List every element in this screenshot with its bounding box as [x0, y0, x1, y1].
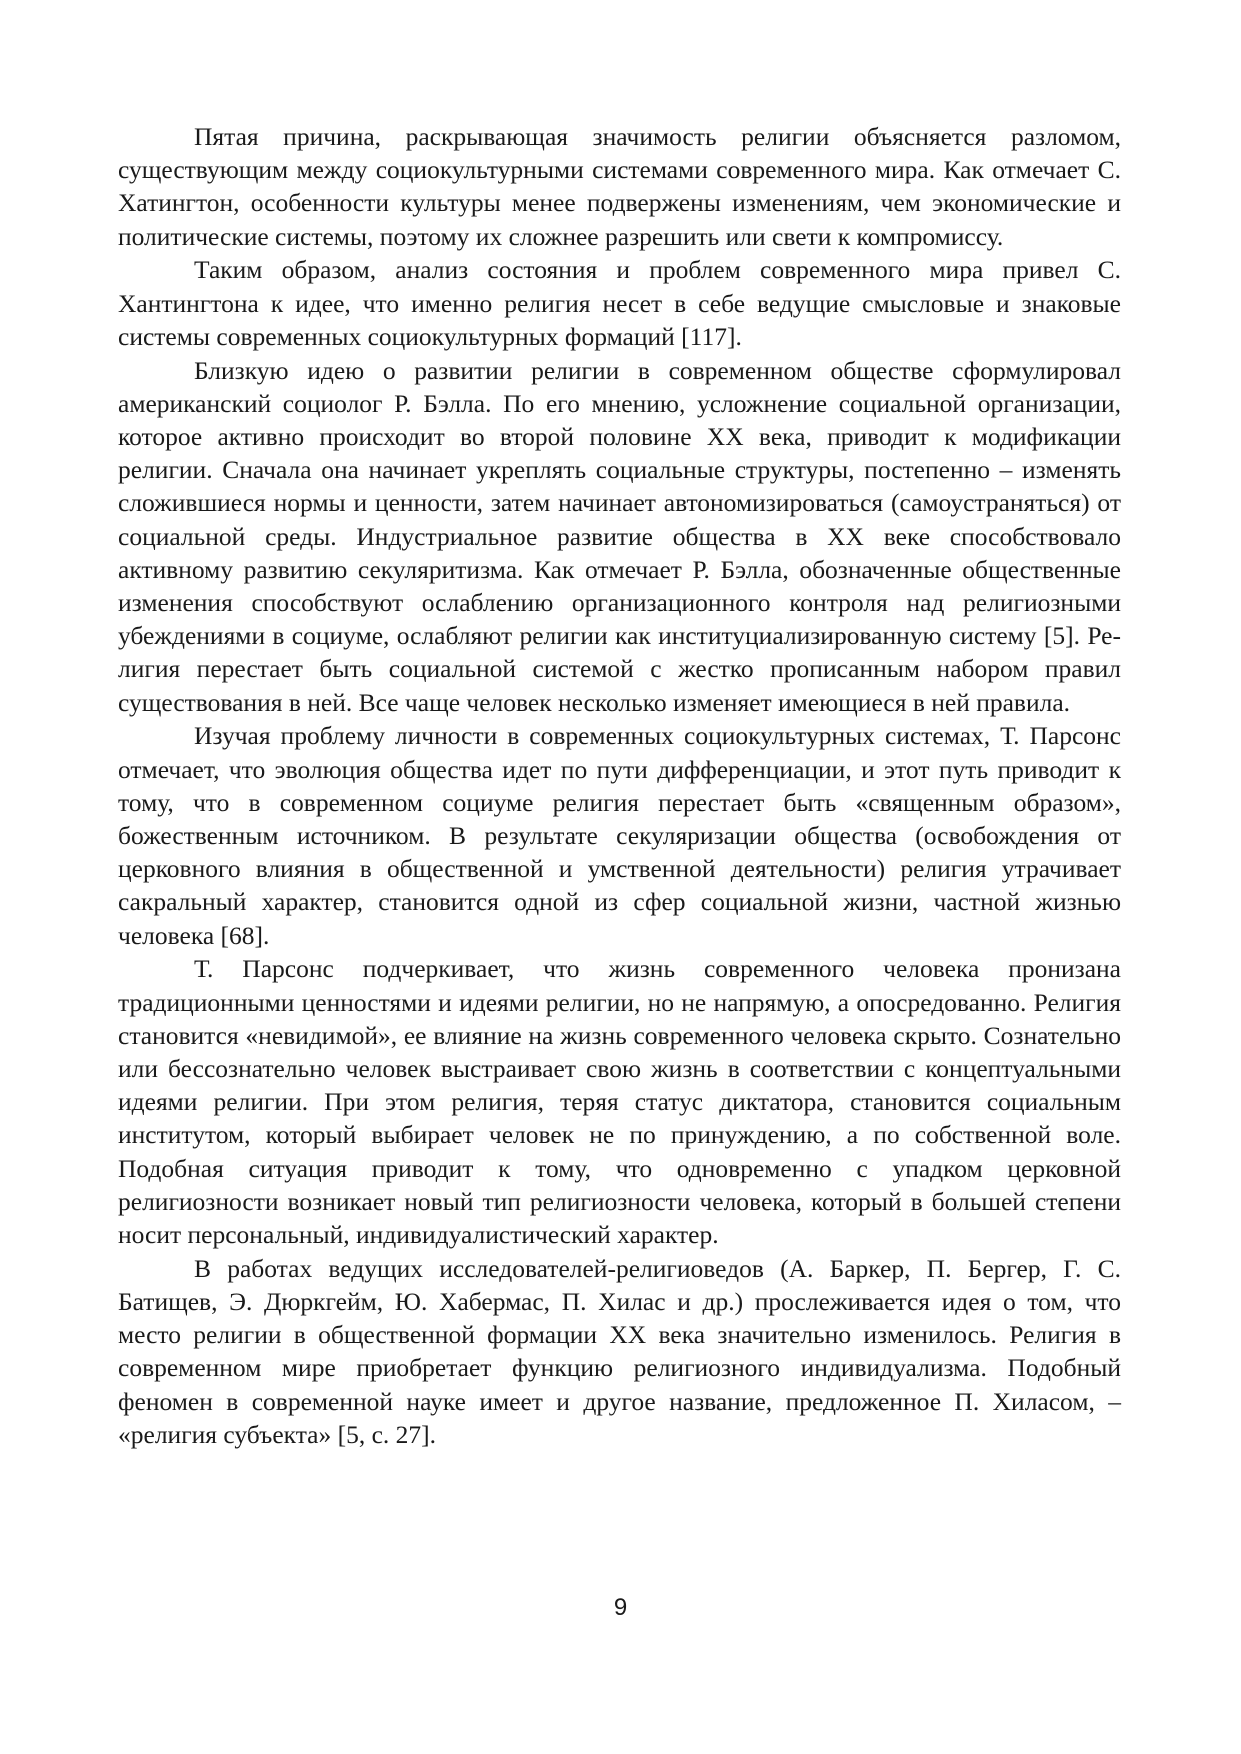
- paragraph-parsons-invisible-religion: Т. Парсонс подчеркивает, что жизнь современного человека пронизана традиционными ценностями и идеями религии, но не напрямую, а опосредованно. Религия становится «невидимой», ее влияние на жизнь современного человека скрыто. Сознательно или бессознательно человек выстраивает свою жизнь в соответствии с концептуальными идеями религии. При этом религия, теряя статус диктатора, становится социальным институтом, который выбирает человек не по принуждению, а по собственной воле. Подобная ситуация приводит к тому, что одновременно с упадком церковной религиозности возникает новый тип религиозности человека, который в большей степени носит персональный, индивидуалистический характер.: [118, 954, 1121, 1250]
- page-number: 9: [613, 1594, 628, 1621]
- paragraph-fifth-reason: Пятая причина, раскрывающая значимость религии объясняется разломом, существующим между социокультурными системами современного мира. Как отмечает С. Хатингтон, особенности культуры менее подвержены изменениям, чем экономические и политические системы, поэтому их сложнее разрешить или свети к компромиссу.: [118, 122, 1121, 251]
- paragraph-bellah: Близкую идею о развитии религии в современном обществе сформулировал американский социолог Р. Бэлла. По его мнению, усложнение социальной организации, которое активно происходит во второй половине XX века, приводит к модификации религии. Сначала она начинает укреплять социальные структуры, постепенно – изменять сложившиеся нормы и ценности, затем начинает автономизироваться (самоустраняться) от социальной среды. Индустриальное развитие общества в XX веке способствовало активному развитию секуляритизма. Как отмечает Р. Бэлла, обозначенные общественные изменения способствуют ослаблению организационного контроля над религиозными убеждениями в социуме, ослабляют религии как институциализированную систему [5]. Религия перестает быть социальной системой с жестко прописанным набором правил существования в ней. Все чаще человек несколько изменяет имеющиеся в ней правила.: [118, 355, 1121, 717]
- paragraph-parsons-evolution: Изучая проблему личности в современных социокультурных системах, Т. Парсонс отмечает, что эволюция общества идет по пути дифференциации, и этот путь приводит к тому, что в современном социуме религия перестает быть «священным образом», божественным источником. В результате секуляризации общества (освобождения от церковного влияния в общественной и умственной деятельности) религия утрачивает сакральный характер, становится одной из сфер социальной жизни, частной жизнью человека [68].: [118, 721, 1121, 950]
- page-body: [118, 120, 1121, 1451]
- paragraph-religious-individualism: В работах ведущих исследователей-религиоведов (А. Баркер, П. Бергер, Г. С. Батищев, Э. Дюркгейм, Ю. Хабермас, П. Хилас и др.) прослеживается идея о том, что место религии в общественной формации XX века значительно изменилось. Религия в современном мире приобретает функцию религиозного индивидуализма. Подобный феномен в современной науке имеет и другое название, предложенное П. Хиласом, – «религия субъекта» [5, с. 27].: [118, 1253, 1121, 1449]
- paragraph-huntington-conclusion: Таким образом, анализ состояния и проблем современного мира привел С. Хантингтона к идее, что именно религия несет в себе ведущие смысловые и знаковые системы современных социокультурных формаций [117].: [118, 255, 1121, 351]
